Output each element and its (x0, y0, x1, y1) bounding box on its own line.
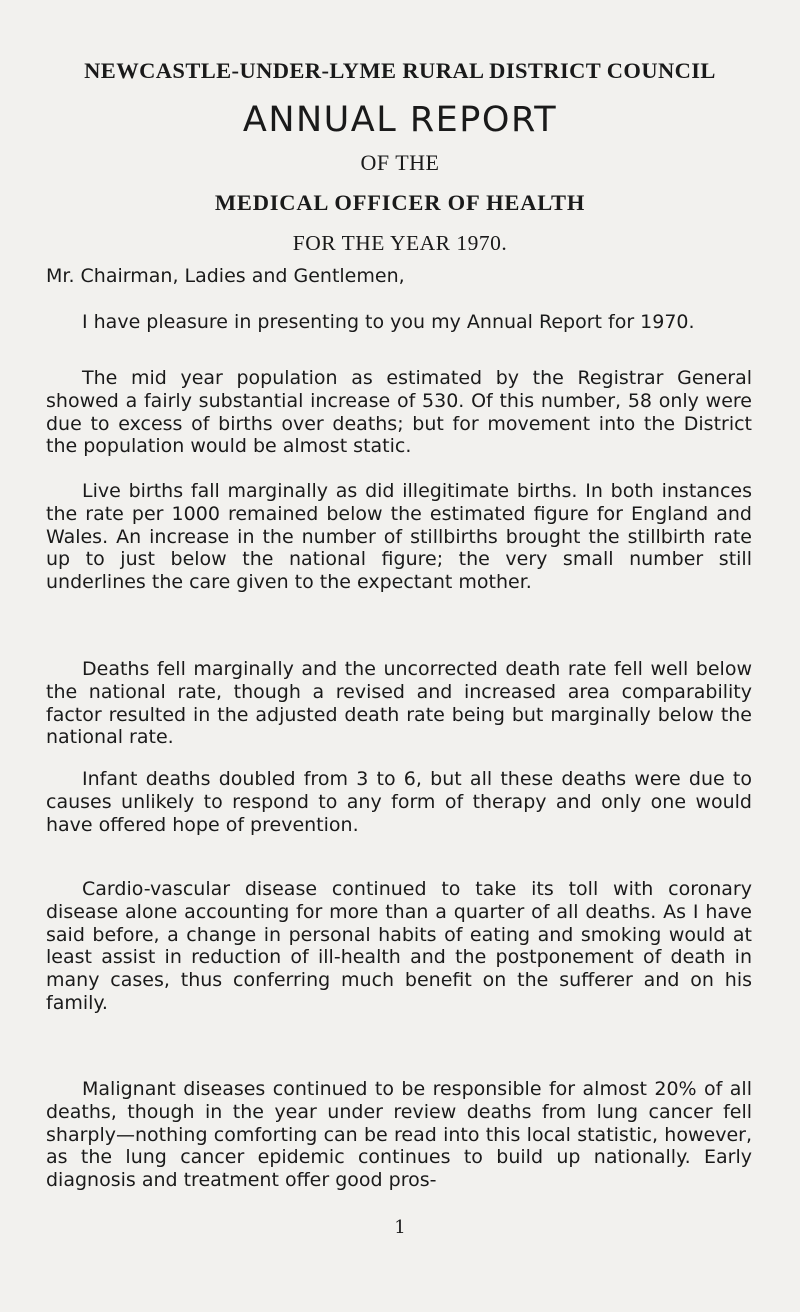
report-year: FOR THE YEAR 1970. (292, 231, 508, 255)
paragraph-infant-deaths: Infant deaths doubled from 3 to 6, but all these deaths were due to causes unlikely to respond to any form of therapy and only one would have offered hope of prevention. (46, 768, 752, 836)
title-connector: OF THE (360, 150, 440, 175)
paragraph-population: The mid year population as estimated by the Registrar General showed a fairly substantial increase of 530. Of this number, 58 only were due to excess of births over deaths; but for movement into the District the population would be almost static. (46, 367, 752, 458)
council-name: NEWCASTLE-UNDER-LYME RURAL DISTRICT COUNCIL (84, 58, 716, 83)
report-subtitle: MEDICAL OFFICER OF HEALTH (214, 190, 586, 215)
paragraph-introduction: I have pleasure in presenting to you my Annual Report for 1970. (82, 311, 695, 333)
paragraph-births: Live births fall marginally as did illegitimate births. In both instances the rate per 1000 remained below the estimated figure for England and Wales. An increase in the number of stillbirths brought the stillbirth rate up to just below the national figure; the very small number still underlines the care given to the expectant mother. (46, 480, 752, 594)
salutation: Mr. Chairman, Ladies and Gentlemen, (46, 265, 405, 287)
paragraph-deaths: Deaths fell marginally and the uncorrected death rate fell well below the national rate, though a revised and increased area comparability factor resulted in the adjusted death rate being but marginally below the national rate. (46, 658, 752, 749)
paragraph-malignant-diseases: Malignant diseases continued to be responsible for almost 20% of all deaths, though in the year under review deaths from lung cancer fell sharply—nothing comforting can be read into this local statistic, however, as the lung cancer epidemic continues to build up nationally. Early diagnosis and treatment offer good pros- (46, 1078, 752, 1192)
report-title: ANNUAL REPORT (242, 100, 558, 140)
paragraph-cardio-vascular: Cardio-vascular disease continued to take its toll with coronary disease alone accounting for more than a quarter of all deaths. As I have said before, a change in personal habits of eating and smoking would at least assist in reduction of ill-health and the postponement of death in many cases, thus conferring much benefit on the sufferer and on his family. (46, 878, 752, 1014)
page-number: 1 (394, 1217, 406, 1238)
